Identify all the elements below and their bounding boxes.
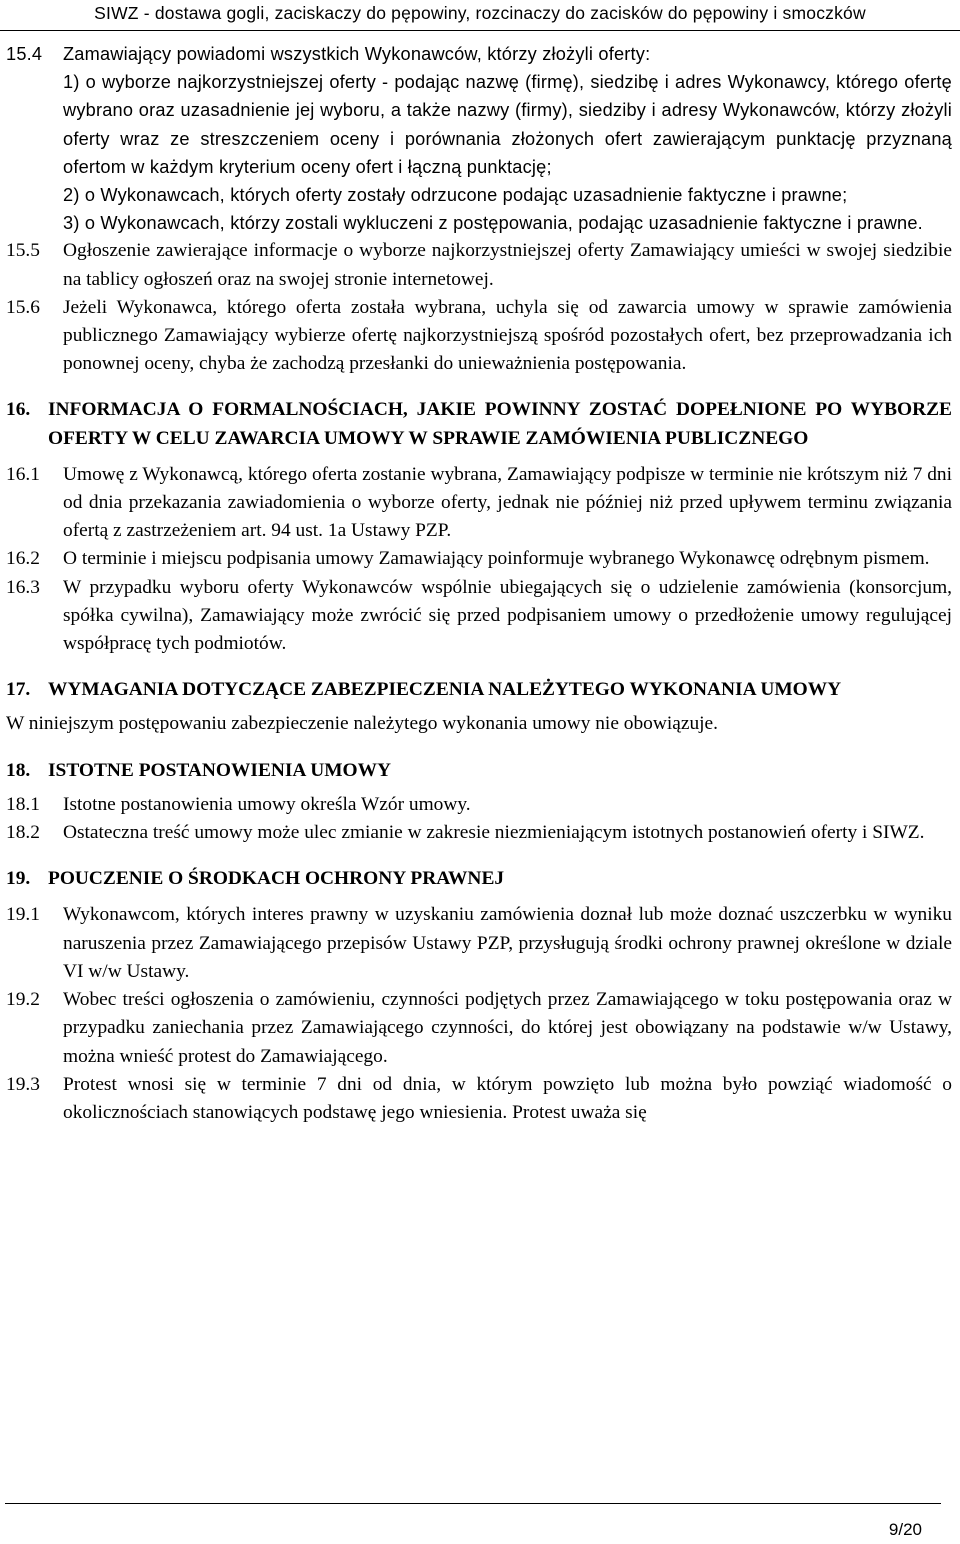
paragraph-number: 18.2 [6,822,40,844]
paragraph-text: Jeżeli Wykonawca, którego oferta została wybrana, uchyla się od zawarcia umowy w sprawie zamówienia publicznego Zamawiający wybierze ofertę najkorzystniejszą spośród pozostałych ofert, bez przeprowadzania ich ponownej oceny, chyba że zachodzą przesłanki do unieważnienia postępowania. [63,296,952,375]
paragraph-text: Wobec treści ogłoszenia o zamówieniu, czynności podjętych przez Zamawiającego w toku postępowania oraz w przypadku zaniechania przez Zamawiającego czynności, do której jest obowiązany na podstawie w/w Ustawy, można wnieść protest do Zamawiającego. [63,989,952,1067]
header-rule [0,30,960,31]
section-number: 19. [6,868,31,890]
paragraph-18-1 [6,791,952,819]
paragraph-text: Umowę z Wykonawcą, którego oferta zostanie wybrana, Zamawiający podpisze w terminie nie krótszym niż 7 dni od dnia przekazania zawiadomienia o wyborze oferty, jednak nie później niż przed upływem terminu związania ofertą z zastrzeżeniem art. 94 ust. 1a Ustawy PZP. [63,463,952,542]
paragraph-number: 18.1 [6,793,40,815]
paragraph-19-1 [6,901,952,986]
paragraph-text: Protest wnosi się w terminie 7 dni od dnia, w którym powzięto lub można było powziąć wiadomość o okolicznościach stanowiących podstawę jego wniesienia. Protest uważa się [63,1073,952,1123]
paragraph-16-2 [6,545,952,573]
paragraph-text: Zamawiający powiadomi wszystkich Wykonawców, którzy złożyli oferty: [63,44,651,64]
section-title: ISTOTNE POSTANOWIENIA UMOWY [48,759,391,781]
paragraph-number: 16.2 [6,548,40,570]
paragraph-15-6 [6,294,952,379]
paragraph-number: 19.1 [6,904,40,926]
paragraph-text: W przypadku wyboru oferty Wykonawców wspólnie ubiegających się o udzielenie zamówienia (konsorcjum, spółka cywilna), Zamawiający może zwrócić się przed podpisaniem umowy o przedłożenie umowy regulującej współpracę tych podmiotów. [63,576,952,655]
paragraph-text: O terminie i miejscu podpisania umowy Zamawiający poinformuje wybranego Wykonawcę odrębnym pismem. [63,548,930,570]
paragraph-number: 19.2 [6,989,40,1011]
paragraph-text: Ogłoszenie zawierające informacje o wyborze najkorzystniejszej oferty Zamawiający umieści w swojej siedzibie na tablicy ogłoszeń oraz na swojej stronie internetowej. [63,240,952,290]
paragraph-17-text: W niniejszym postępowaniu zabezpieczenie należytego wykonania umowy nie obowiązuje. [6,713,718,735]
section-title: INFORMACJA O FORMALNOŚCIACH, JAKIE POWINNY ZOSTAĆ DOPEŁNIONE PO WYBORZE OFERTY W CELU ZAWARCIA UMOWY W SPRAWIE ZAMÓWIENIA PUBLICZNEGO [48,399,952,449]
paragraph-15-4 [6,40,952,68]
list-item-15-4-2: 2) o Wykonawcach, których oferty zostały odrzucone podając uzasadnienie faktyczne i prawne; [63,185,848,206]
paragraph-19-3 [6,1071,952,1127]
paragraph-text: Wykonawcom, których interes prawny w uzyskaniu zamówienia doznał lub może doznać uszczerbku w wyniku naruszenia przez Zamawiającego przepisów Ustawy PZP, przysługują środki ochrony prawnej określone w dziale VI w/w Ustawy. [63,904,952,982]
section-title: POUCZENIE O ŚRODKACH OCHRONY PRAWNEJ [48,868,505,890]
paragraph-number: 15.6 [6,296,40,318]
paragraph-number: 19.3 [6,1073,40,1095]
paragraph-15-5 [6,237,952,293]
page-number: 9/20 [888,1520,922,1539]
paragraph-18-2 [6,819,952,847]
list-item-15-4-1: 1) o wyborze najkorzystniejszej oferty - podając nazwę (firmę), siedzibę i adres Wykonawcy, którego ofertę wybrano oraz uzasadnienie jej wyboru, a także nazwy (firmy), siedziby i adresy Wykonawców, którzy złożyli oferty wraz ze streszczeniem oceny i porównania złożonych ofert zawierającym punktację przyznaną ofertom w każdym kryterium oceny ofert i łączną punktację; [63,72,952,177]
paragraph-text: Ostateczna treść umowy może ulec zmianie w zakresie niezmieniającym istotnych postanowień oferty i SIWZ. [63,822,925,844]
paragraph-number: 15.5 [6,240,40,262]
section-heading-17 [6,676,952,704]
running-header: SIWZ - dostawa gogli, zaciskaczy do pępowiny, rozcinaczy do zacisków do pępowiny i smoczków [94,3,866,23]
section-heading-16 [6,396,952,452]
paragraph-16-1 [6,461,952,546]
paragraph-text: Istotne postanowienia umowy określa Wzór umowy. [63,793,471,815]
paragraph-number: 16.3 [6,576,40,598]
footer-rule [5,1503,941,1504]
paragraph-number: 15.4 [6,44,43,64]
section-heading-19 [6,865,952,893]
section-title: WYMAGANIA DOTYCZĄCE ZABEZPIECZENIA NALEŻYTEGO WYKONANIA UMOWY [48,679,842,701]
paragraph-19-2 [6,986,952,1071]
section-number: 17. [6,679,31,701]
section-heading-18 [6,757,952,785]
section-number: 18. [6,759,31,781]
paragraph-16-3 [6,574,952,659]
list-item-15-4-3: 3) o Wykonawcach, którzy zostali wykluczeni z postępowania, podając uzasadnienie faktyczne i prawne. [63,213,923,234]
section-number: 16. [6,399,31,421]
paragraph-number: 16.1 [6,463,40,485]
document-body [6,40,952,1127]
